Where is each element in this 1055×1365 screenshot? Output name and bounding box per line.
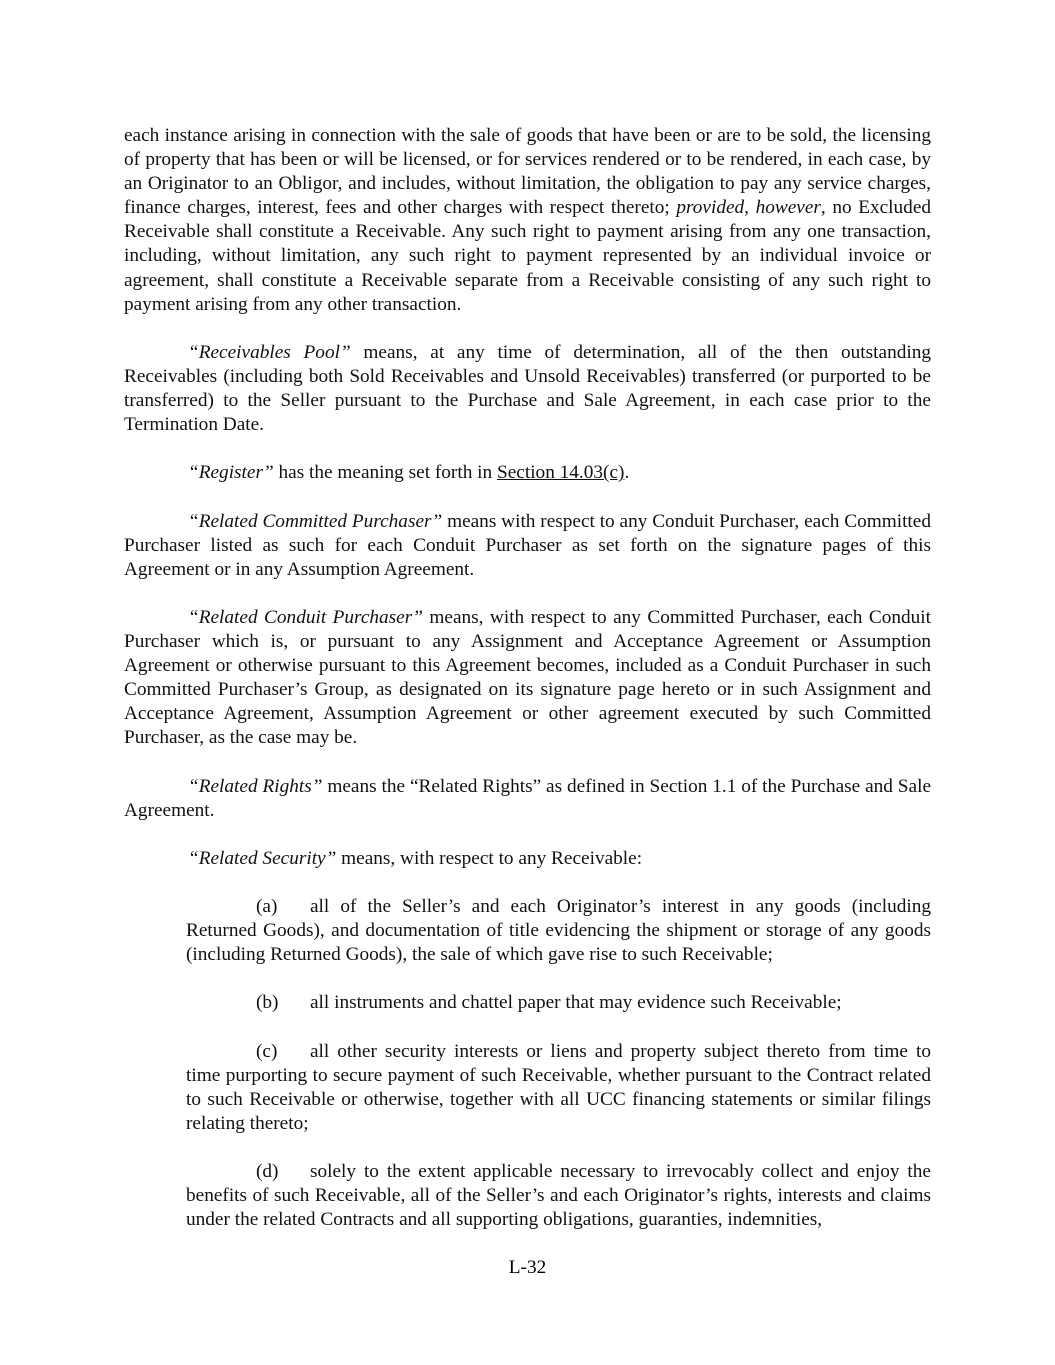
clause-label: (c) bbox=[256, 1040, 278, 1062]
section-reference: Section 14.03(c) bbox=[497, 462, 625, 484]
clause-c bbox=[186, 1040, 931, 1136]
defined-term: “Related Conduit Purchaser” bbox=[188, 606, 423, 628]
text: . bbox=[624, 462, 630, 484]
clause-text: all of the Seller’s and each Originator’s interest in any goods (including Returned Goods), and documentation of title evidencing the shipment or storage of any goods (including Returned Goods), the sale of which gave rise to such Receivable; bbox=[186, 896, 931, 966]
italic-however: however bbox=[755, 197, 821, 219]
definition-body: means with respect to any Conduit Purchaser, each Committed Purchaser listed as such for each Conduit Purchaser as set forth on the signature pages of this Agreement or in any Assumption Agreement. bbox=[124, 510, 931, 580]
definition-body: means, with respect to any Receivable: bbox=[336, 847, 643, 869]
clause-a bbox=[186, 895, 931, 967]
definition-register bbox=[124, 461, 931, 485]
defined-term: “Related Security” bbox=[188, 847, 337, 869]
defined-term: “Receivables Pool” bbox=[188, 341, 351, 363]
clause-text: solely to the extent applicable necessary to irrevocably collect and enjoy the benefits of such Receivable, all of the Seller’s and each Originator’s rights, interests and claims under the related Contracts and all supporting obligations, guaranties, indemnities, bbox=[186, 1161, 931, 1231]
defined-term: “Related Rights” bbox=[188, 775, 323, 797]
clause-b bbox=[186, 991, 931, 1015]
text: , bbox=[744, 197, 756, 219]
clause-label: (d) bbox=[256, 1161, 279, 1183]
definition-related-conduit-purchaser bbox=[124, 606, 931, 751]
document-page bbox=[124, 124, 931, 1256]
text: each instance arising in connection with the sale of goods that have been or are to be sold, the licensing of property that has been or will be licensed, or for services rendered or to be rendered, in each case, by an Originator to an Obligor, and includes, without limitation, the obligation to pay any service charges, finance charges, interest, fees and other charges with respect thereto; bbox=[124, 125, 931, 219]
italic-provided: provided bbox=[676, 197, 745, 219]
definition-related-rights bbox=[124, 775, 931, 823]
defined-term: “Register” bbox=[188, 462, 274, 484]
receivable-definition-continued bbox=[124, 124, 931, 317]
clause-text: all other security interests or liens and property subject thereto from time to time purporting to secure payment of such Receivable, whether pursuant to the Contract related to such Receivable or otherwise, together with all UCC financing statements or similar filings relating thereto; bbox=[186, 1040, 931, 1134]
defined-term: “Related Committed Purchaser” bbox=[188, 510, 443, 532]
definition-body: means, at any time of determination, all of the then outstanding Receivables (including both Sold Receivables and Unsold Receivables) transferred (or purported to be transferred) to the Seller pursuant to the Purchase and Sale Agreement, in each case prior to the Termination Date. bbox=[124, 341, 932, 436]
page-number: L-32 bbox=[508, 1257, 547, 1278]
clause-text: all instruments and chattel paper that may evidence such Receivable; bbox=[310, 992, 842, 1014]
definition-body: means the “Related Rights” as defined in Section 1.1 of the Purchase and Sale Agreement. bbox=[124, 775, 931, 821]
definition-related-security bbox=[124, 847, 931, 871]
clause-label: (b) bbox=[256, 992, 279, 1014]
definition-body: has the meaning set forth in bbox=[273, 462, 497, 484]
clause-d bbox=[186, 1160, 931, 1232]
text: , no Excluded Receivable shall constitute a Receivable. Any such right to payment arising from any one transaction, including, without limitation, any such right to payment represented by an individual invoice or agreement, shall constitute a Receivable separate from a Receivable consisting of any such right to payment arising from any other transaction. bbox=[124, 197, 932, 315]
definition-related-committed-purchaser bbox=[124, 510, 931, 582]
clause-label: (a) bbox=[256, 896, 278, 917]
definition-receivables-pool bbox=[124, 341, 931, 437]
definition-body: means, with respect to any Committed Purchaser, each Conduit Purchaser which is, or pursuant to any Assignment and Acceptance Agreement or Assumption Agreement or otherwise pursuant to this Agreement becomes, included as a Conduit Purchaser in such Committed Purchaser’s Group, as designated on its signature page hereto or in such Assignment and Acceptance Agreement, Assumption Agreement or other agreement executed by such Committed Purchaser, as the case may be. bbox=[124, 606, 931, 749]
